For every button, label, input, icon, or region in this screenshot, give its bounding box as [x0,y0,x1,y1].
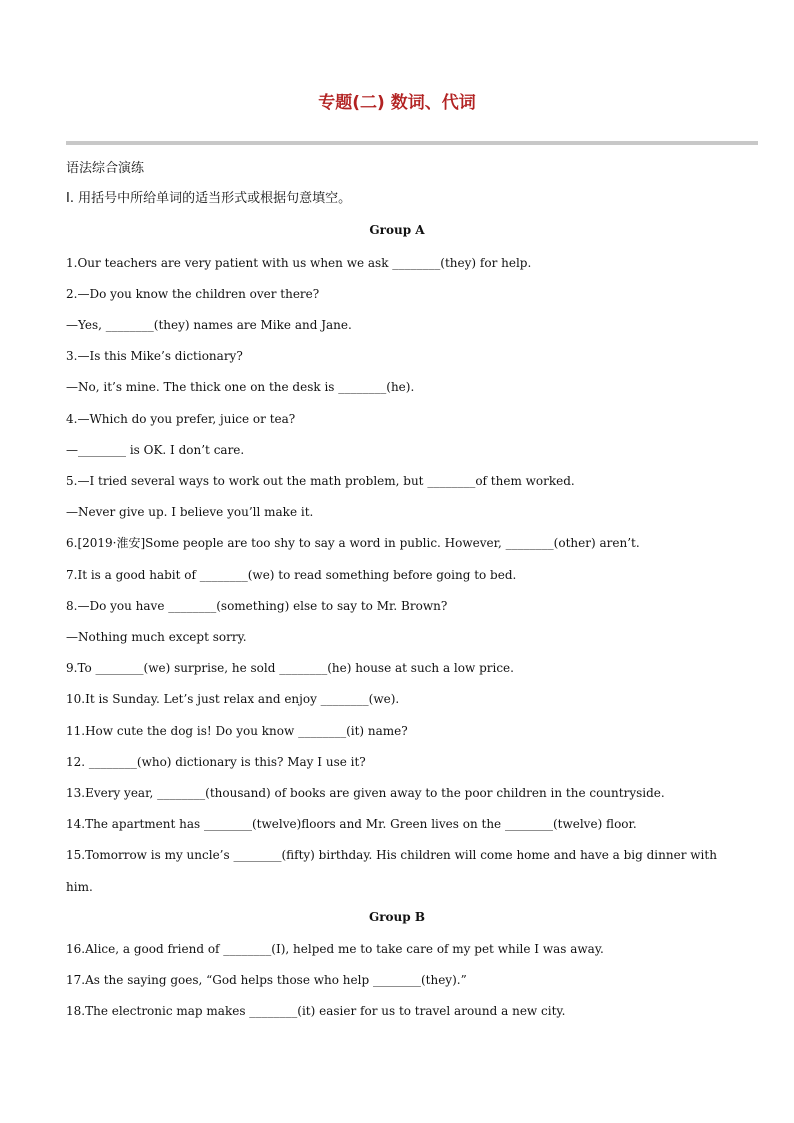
group-b-heading: Group B [368,910,425,924]
group-a-heading: Group A [369,223,425,237]
question-line: 4.—Which do you prefer, juice or tea? [66,412,296,426]
question-line: 1.Our teachers are very patient with us when we ask ________(they) for help. [66,256,532,270]
question-line: 18.The electronic map makes ________(it) easier for us to travel around a new city. [66,1004,566,1018]
section-label: 语法综合演练 [66,161,145,176]
question-line: —Nothing much except sorry. [66,630,247,644]
title-divider [66,141,758,145]
question-line: 6.[2019·淮安]Some people are too shy to say a word in public. However, ________(other) aren’t. [66,536,640,550]
question-line: 5.—I tried several ways to work out the math problem, but ________of them worked. [66,474,575,488]
question-line: 3.—Is this Mike’s dictionary? [66,349,243,363]
question-line: —No, it’s mine. The thick one on the desk is ________(he). [66,380,415,394]
question-line: 8.—Do you have ________(something) else to say to Mr. Brown? [66,599,448,613]
question-line: —Never give up. I believe you’ll make it. [66,505,314,519]
section-instruction: Ⅰ. 用括号中所给单词的适当形式或根据句意填空。 [66,191,352,206]
question-line: 2.—Do you know the children over there? [66,287,320,301]
page-title: 专题(二) 数词、代词 [318,93,476,113]
question-line: —Yes, ________(they) names are Mike and Jane. [66,318,352,332]
question-line: 14.The apartment has ________(twelve)floors and Mr. Green lives on the ________(twelve) floor. [66,817,637,831]
question-line: 16.Alice, a good friend of ________(I), helped me to take care of my pet while I was away. [66,942,604,956]
question-line: 9.To ________(we) surprise, he sold ________(he) house at such a low price. [66,661,514,675]
question-line: 15.Tomorrow is my uncle’s ________(fifty) birthday. His children will come home and have a big dinner with him. [66,848,717,894]
question-line: 17.As the saying goes, “God helps those who help ________(they).” [66,973,467,987]
question-line: 11.How cute the dog is! Do you know ________(it) name? [66,724,408,738]
question-line: 10.It is Sunday. Let’s just relax and enjoy ________(we). [66,692,400,706]
question-line: 12. ________(who) dictionary is this? May I use it? [66,755,366,769]
question-line: —________ is OK. I don’t care. [66,443,245,457]
question-line: 13.Every year, ________(thousand) of books are given away to the poor children in the countryside. [66,786,665,800]
question-line: 7.It is a good habit of ________(we) to read something before going to bed. [66,568,517,582]
